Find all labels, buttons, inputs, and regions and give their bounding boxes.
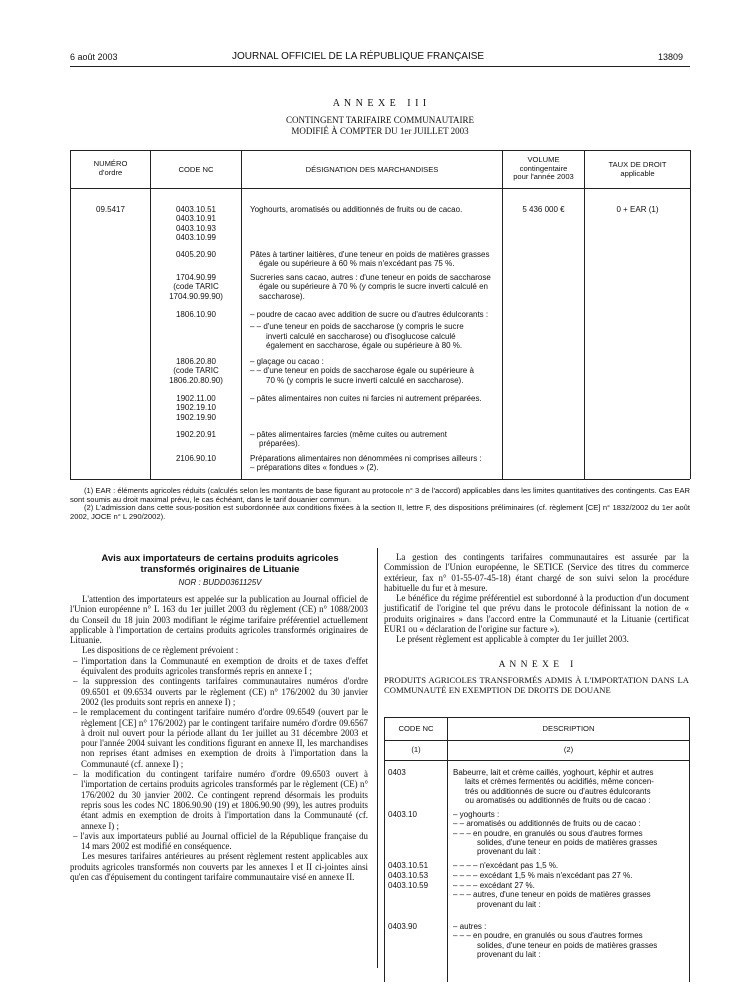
annex1-row-code: 0403.90	[388, 922, 417, 931]
annex1-col-num-1: (1)	[411, 745, 421, 754]
annex3-row-desc: Sucreries sans cacao, autres : d'une teneur en poids de saccharose égale ou supérieure à 70 % (y compris le sucre inverti calculé en saccharose).	[250, 273, 491, 301]
annex3-row-codes: 0405.20.90	[175, 250, 217, 259]
notice-title: Avis aux importateurs de certains produits agricoles transformés originaires de Lituanie	[101, 553, 339, 575]
col-header-taux: TAUX DE DROIT applicable	[608, 160, 667, 178]
annex3-title: A N N E X E I I I	[332, 98, 428, 109]
annex1-row-desc: – – – – excédant 27 %. – – – autres, d'une teneur en poids de matières grasses provenant du lait :	[453, 881, 651, 909]
annex3-row-desc: – glaçage ou cacao : – – d'une teneur en poids de saccharose égale ou supérieure à 70 % (y compris le sucre inverti calculé en saccharose).	[250, 357, 474, 385]
annex3-row-codes: 1806.10.90	[175, 310, 217, 319]
annex1-row-code: 0403.10.51	[388, 861, 429, 870]
annex1-row-desc: – autres : – – – en poudre, en granulés ou sous d'autres formes solides, d'une teneur en poids de matières grasses provenant du lait :	[453, 922, 658, 959]
annex1-col-num-2: (2)	[563, 745, 574, 754]
col-header-designation: DÉSIGNATION DES MARCHANDISES	[305, 165, 439, 174]
annex1-row-code: 0403.10.59	[388, 881, 429, 890]
header-rule	[70, 66, 690, 67]
col-header-numero: NUMÉRO d'ordre	[93, 159, 128, 177]
column-divider	[377, 548, 378, 968]
annex3-row-codes: 1902.20.91	[175, 430, 217, 439]
annex1-row-desc: Babeurre, lait et crème caillés, yoghourt, képhir et autres laits et crèmes fermentés ou acidifiés, même concen- trés ou additionnés de sucre ou d'autres édulcorants ou aromatisés ou additionnés de fruits ou de cacao :	[453, 768, 654, 805]
volume-value: 5 436 000 €	[522, 205, 565, 214]
annex3-row-codes: 1902.11.00 1902.19.10 1902.19.90	[175, 394, 217, 422]
annex1-row-code: 0403	[388, 768, 406, 777]
annex3-row-desc: Préparations alimentaires non dénommées ni comprises ailleurs : – préparations dites « fondues » (2).	[250, 454, 482, 473]
annex3-row-codes: 1806.20.80 (code TARIC 1806.20.80.90)	[169, 357, 223, 385]
annex1-col-code: CODE NC	[398, 724, 434, 733]
annex3-row-desc: Yoghourts, aromatisés ou additionnés de fruits ou de cacao.	[250, 205, 463, 214]
notice-nor: NOR : BUDD0361125V	[178, 578, 262, 587]
annex1-row-code: 0403.10.53	[388, 871, 429, 880]
annex3-row-codes: 0403.10.51 0403.10.91 0403.10.93 0403.10.99	[175, 205, 217, 242]
annex1-row-desc: – – – – excédant 1,5 % mais n'excédant pas 27 %.	[453, 871, 633, 880]
annex3-row-desc: Pâtes à tartiner laitières, d'une teneur en poids de matières grasses égale ou supérieure à 60 % mais n'excédant pas 75 %.	[250, 250, 490, 269]
order-number: 09.5417	[96, 205, 125, 214]
right-body: La gestion des contingents tarifaires communautaires est assurée par la Commission de l'Union européenne, le SETICE (Service des titres du commerce extérieur, fax n° 01-55-07-45-18) étant chargé de son suivi selon la procédure habituelle du fur et à mesure. Le bénéfice du régime préférentiel est subordonné à la production d'un document justificatif de l'origine tel que prévu dans le protocole définissant la notion de « produits originaires » dans l'accord entre la Communauté et la Lituanie (certificat EUR1 ou « déclaration de l'origine sur facture »). Le présent règlement est applicable à compter du 1er juillet 2003.	[384, 552, 689, 645]
annex1-subtitle: PRODUITS AGRICOLES TRANSFORMÉS ADMIS À L'IMPORTATION DANS LA COMMUNAUTÉ EN EXEMPTION DE DROITS DE DOUANE	[384, 675, 689, 695]
header-page: 13809	[658, 52, 684, 62]
annex3-row-desc: – pâtes alimentaires farcies (même cuites ou autrement préparées).	[250, 430, 447, 449]
annex1-row-desc: – – – – n'excédant pas 1,5 %.	[453, 861, 559, 870]
annex3-row-codes: 2106.90.10	[175, 454, 217, 463]
col-header-volume: VOLUME contingentaire pour l'année 2003	[513, 155, 574, 182]
col-header-code: CODE NC	[178, 165, 214, 174]
annex3-row-codes: 1704.90.99 (code TARIC 1704.90.99.90)	[169, 273, 223, 301]
annex1-col-desc: DESCRIPTION	[542, 724, 595, 733]
header-date: 6 août 2003	[70, 52, 118, 62]
annex3-row-desc: – poudre de cacao avec addition de sucre ou d'autres édulcorants : – – d'une teneur en poids de saccharose (y compris le sucre inverti calculé en saccharose) ou d'isoglucose calculé également en saccharose, égale ou supérieure à 80 %.	[250, 310, 489, 350]
annex1-title: A N N E X E I	[498, 660, 575, 670]
annex3-subtitle-2: MODIFIÉ À COMPTER DU 1er JUILLET 2003	[291, 126, 469, 136]
annex3-row-desc: – pâtes alimentaires non cuites ni farcies ni autrement préparées.	[250, 394, 482, 403]
notice-body: L'attention des importateurs est appelée sur la publication au Journal officiel de l'Union européenne n° L 163 du 1er juillet 2003 du règlement (CE) n° 1088/2003 du Conseil du 18 juin 2003 modifiant le régime tarifaire préférentiel actuellement applicable à l'importation de certains produits agricoles transformés originaires de Lituanie. Les dispositions de ce règlement prévoient : – l'importation dans la Communauté en exemption de droits et de taxes d'effet équivalent des produits agricoles transformés repris en annexe I ; – la suppression des contingents tarifaires communautaires numéros d'ordre 09.6501 et 09.6534 ouverts par le règlement (CE) n° 176/2002 du 30 janvier 2002 (les produits sont repris en annexe I) ; – le remplacement du contingent tarifaire numéro d'ordre 09.6549 (ouvert par le règlement [CE] n° 176/2002) par le contingent tarifaire numéro d'ordre 09.6567 à droit nul ouvert pour la période allant du 1er juillet au 31 décembre 2003 et pour l'année 2004 suivant les conditions figurant en annexe II, les marchandises non reprises étant admises en exemption de droits à l'importation dans la Communauté (cf. annexe I) ; – la modification du contingent tarifaire numéro d'ordre 09.6503 ouvert à l'importation de certains produits agricoles transformés par le règlement (CE) n° 176/2002 du 30 janvier 2002. Ce contingent reprend désormais les produits repris sous les codes NC 1806.90.90 (19) et 1806.90.90 (99), les autres produits étant admis en exemption de droits à l'importation dans la Communauté (cf. annexe I) ; – l'avis aux importateurs publié au Journal officiel de la République française du 14 mars 2002 est modifié en conséquence. Les mesures tarifaires antérieures au présent règlement restent applicables aux produits agricoles transformés non couverts par les annexes I et II ci-jointes ainsi qu'en cas d'épuisement du contingent tarifaire communautaire visé en annexe II.	[70, 594, 368, 883]
annex1-row-desc: – yoghourts : – – aromatisés ou additionnés de fruits ou de cacao : – – – en poudre, en granulés ou sous d'autres formes solides, d'une teneur en poids de matières grasses provenant du lait :	[453, 810, 658, 857]
annex1-row-code: 0403.10	[388, 810, 417, 819]
rate-value: 0 + EAR (1)	[616, 205, 659, 214]
annex3-footnotes: (1) EAR : éléments agricoles réduits (calculés selon les montants de base figurant au protocole n° 3 de l'accord) applicables dans les limites quantitatives des contingents. Cas EAR sont soumis au droit maximal prévu, le cas échéant, dans le tarif douanier commun. (2) L'admission dans cette sous-position est subordonnée aux conditions fixées à la section II, lettre F, des dispositions préliminaires (cf. règlement [CE] n° 1832/2002 du 1er août 2002, JOCE n° L 290/2002).	[70, 486, 690, 521]
annex3-subtitle-1: CONTINGENT TARIFAIRE COMMUNAUTAIRE	[285, 115, 475, 125]
header-journal: JOURNAL OFFICIEL DE LA RÉPUBLIQUE FRANÇAISE	[232, 51, 485, 62]
